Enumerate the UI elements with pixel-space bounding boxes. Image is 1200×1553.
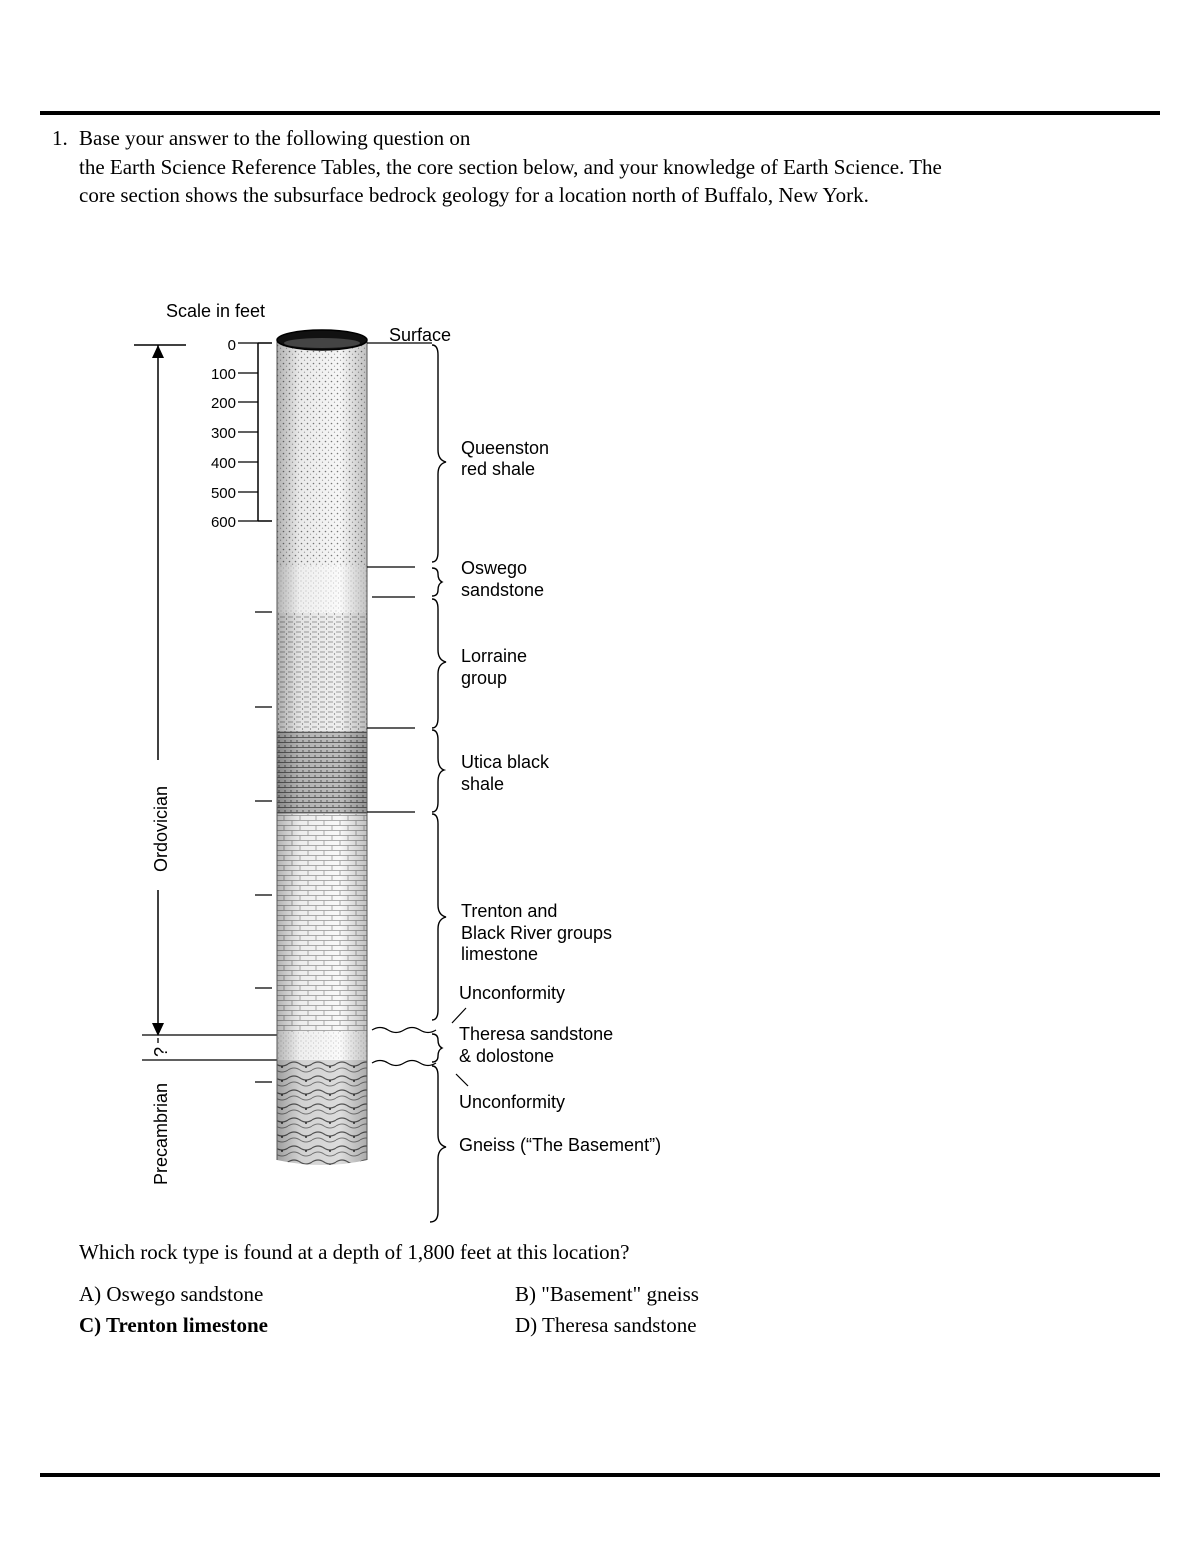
depth-scale xyxy=(238,343,272,521)
label-theresa-2: & dolostone xyxy=(459,1046,555,1066)
label-trenton-3: limestone xyxy=(461,944,539,964)
scale-tick-300: 300 xyxy=(210,425,236,442)
label-lorraine-2: group xyxy=(461,668,508,688)
intro-line-2: the Earth Science Reference Tables, the core section below, and your knowledge of Earth Science. The xyxy=(79,154,942,179)
label-trenton-2: Black River groups xyxy=(461,923,613,943)
surface-label: Surface xyxy=(389,325,452,345)
scale-tick-200: 200 xyxy=(210,395,236,412)
label-gneiss: Gneiss (“The Basement”) xyxy=(459,1135,662,1155)
label-utica-2: shale xyxy=(461,774,505,794)
label-lorraine-1: Lorraine xyxy=(461,646,528,666)
bottom-rule xyxy=(40,1473,1160,1477)
choice-c-text: Trenton limestone xyxy=(106,1313,269,1337)
question-intro xyxy=(79,124,1139,210)
choice-a-text: Oswego sandstone xyxy=(106,1282,264,1306)
choice-b-text: "Basement" gneiss xyxy=(541,1282,699,1306)
label-queenston-1: Queenston xyxy=(461,438,550,458)
label-unconformity-lower: Unconformity xyxy=(459,1092,566,1112)
label-oswego-1: Oswego xyxy=(461,558,528,578)
label-unconformity-upper: Unconformity xyxy=(459,983,566,1003)
choice-b-letter: B) xyxy=(515,1282,536,1306)
choice-d-text: Theresa sandstone xyxy=(542,1313,697,1337)
era-ordovician: Ordovician xyxy=(151,785,171,872)
choice-d-letter: D) xyxy=(515,1313,538,1337)
choice-d[interactable] xyxy=(515,1311,697,1339)
choice-c-letter: C) xyxy=(79,1313,102,1337)
label-oswego-2: sandstone xyxy=(461,580,545,600)
era-arrow xyxy=(134,345,300,1060)
scale-tick-0: 0 xyxy=(227,337,236,354)
label-utica-1: Utica black xyxy=(461,752,550,772)
era-uncertain: ? xyxy=(151,1046,171,1057)
choice-c[interactable] xyxy=(79,1311,268,1339)
contact-lines xyxy=(367,343,468,1086)
era-precambrian: Precambrian xyxy=(151,1082,171,1185)
label-theresa-1: Theresa sandstone xyxy=(459,1024,614,1044)
intro-line-3: core section shows the subsurface bedrock geology for a location north of Buffalo, New York. xyxy=(79,183,869,207)
scale-tick-500: 500 xyxy=(210,485,236,502)
layer-braces xyxy=(430,345,446,1222)
question-number: 1. xyxy=(52,126,68,150)
choice-b[interactable] xyxy=(515,1280,699,1308)
scale-tick-100: 100 xyxy=(210,366,236,383)
scale-tick-400: 400 xyxy=(210,455,236,472)
core-cylinder xyxy=(277,330,367,1165)
label-queenston-2: red shale xyxy=(461,459,536,479)
cylinder-left-ticks xyxy=(255,612,272,1082)
choice-a-letter: A) xyxy=(79,1282,102,1306)
scale-tick-600: 600 xyxy=(210,514,236,531)
core-section-diagram xyxy=(0,290,760,1240)
top-rule xyxy=(40,111,1160,115)
question-prompt: Which rock type is found at a depth of 1,800 feet at this location? xyxy=(79,1240,630,1264)
choice-a[interactable] xyxy=(79,1280,263,1308)
scale-title: Scale in feet xyxy=(166,301,266,321)
label-trenton-1: Trenton and xyxy=(461,901,558,921)
intro-line-1: Base your answer to the following question on xyxy=(79,126,471,150)
